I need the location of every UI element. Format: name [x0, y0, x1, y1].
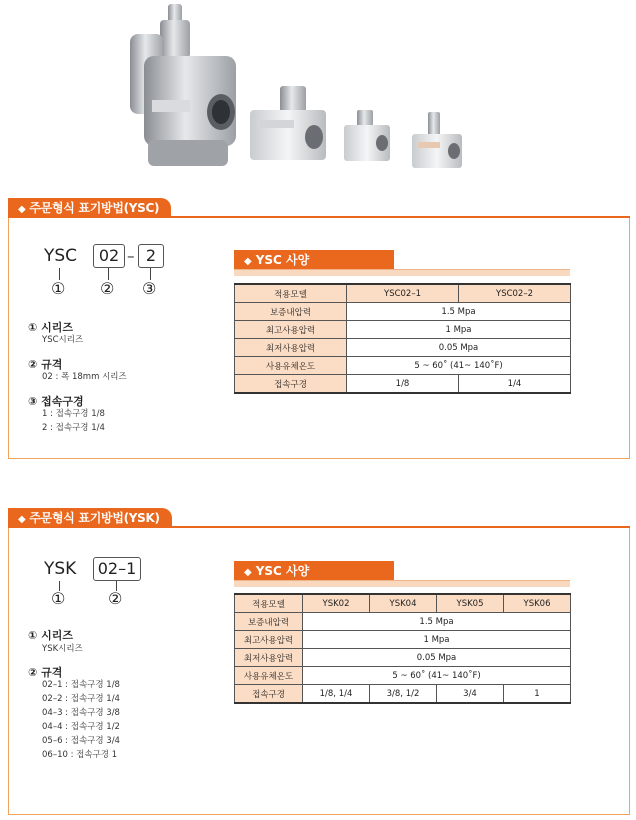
- ysc-spec-title: ② 규격: [28, 358, 63, 371]
- small-valve-2: [412, 112, 462, 168]
- diamond-icon: ◆: [18, 514, 26, 525]
- table-cell: 1 Mpa: [303, 631, 571, 649]
- ysc-marker-3: ③: [142, 279, 157, 298]
- large-valve: [130, 4, 236, 166]
- table-cell: 1.5 Mpa: [347, 303, 571, 321]
- table-row-label: 사용유체온도: [235, 667, 303, 685]
- table-cell: 3/8, 1/2: [370, 685, 437, 704]
- table-cell: 1 Mpa: [347, 321, 571, 339]
- ysc-spec-header: ◆ YSC 사양: [234, 250, 394, 270]
- table-row: [235, 375, 571, 394]
- table-cell: 5 ~ 60˚ (41~ 140˚F): [347, 357, 571, 375]
- table-cell: 5 ~ 60˚ (41~ 140˚F): [303, 667, 571, 685]
- table-header-cell: YSK05: [437, 594, 504, 613]
- diamond-icon: ◆: [244, 256, 252, 267]
- ysk-marker-2: ②: [108, 589, 123, 608]
- medium-valve: [250, 86, 326, 160]
- table-row: [235, 284, 571, 303]
- small-valve-1: [344, 110, 390, 161]
- ysc-spec-line: 02 : 폭 18mm 시리즈: [42, 372, 127, 382]
- ysc-port-title: ③ 접속구경: [28, 395, 84, 408]
- diamond-icon: ◆: [18, 204, 26, 215]
- ysk-spec-header: ◆ YSC 사양: [234, 561, 394, 581]
- table-cell: 1/8, 1/4: [303, 685, 370, 704]
- table-row: [235, 303, 571, 321]
- ysc-code-box-1: 02: [93, 244, 125, 268]
- table-header-cell: YSK06: [504, 594, 571, 613]
- ysk-spec-table: [234, 593, 571, 704]
- table-cell: 1/4: [459, 375, 571, 394]
- table-header-cell: YSK04: [370, 594, 437, 613]
- ysk-series-line: YSK시리즈: [42, 644, 83, 654]
- table-row-label: 보증내압력: [235, 303, 347, 321]
- ysk-spec-line-3: 04–3 : 접속구경 3/8: [42, 708, 120, 718]
- ysk-spec-rule: [234, 580, 570, 587]
- table-row-label: 최고사용압력: [235, 631, 303, 649]
- table-row: [235, 667, 571, 685]
- ysc-code-prefix: YSC: [44, 246, 78, 266]
- ysc-code-box-2: 2: [138, 244, 164, 268]
- table-header-cell: 적용모델: [235, 284, 347, 303]
- ysk-spec-title: ② 규격: [28, 666, 63, 679]
- table-header-cell: YSC02–1: [347, 284, 459, 303]
- ysc-marker-1: ①: [51, 279, 66, 298]
- table-row: [235, 613, 571, 631]
- ysk-section-header: ◆ 주문형식 표기방법(YSK): [8, 508, 172, 528]
- ysk-marker-1: ①: [51, 589, 66, 608]
- ysk-spec-line-5: 05–6 : 접속구경 3/4: [42, 736, 120, 746]
- table-cell: 1: [504, 685, 571, 704]
- table-header-cell: YSC02–2: [459, 284, 571, 303]
- ysk-code-box-1: 02–1: [93, 557, 141, 581]
- ysc-series-title: ① 시리즈: [28, 321, 74, 334]
- diamond-icon: ◆: [244, 567, 252, 578]
- table-row: [235, 685, 571, 704]
- table-header-cell: 적용모델: [235, 594, 303, 613]
- ysc-marker-2: ②: [100, 279, 115, 298]
- ysc-port-line-1: 1 : 접속구경 1/8: [42, 409, 105, 419]
- ysk-spec-line-1: 02–1 : 접속구경 1/8: [42, 680, 120, 690]
- table-cell: 0.05 Mpa: [347, 339, 571, 357]
- ysk-spec-line-4: 04–4 : 접속구경 1/2: [42, 722, 120, 732]
- table-row-label: 사용유체온도: [235, 357, 347, 375]
- table-row-label: 보증내압력: [235, 613, 303, 631]
- table-row-label: 최저사용압력: [235, 339, 347, 357]
- table-row-label: 접속구경: [235, 685, 303, 704]
- table-row: [235, 649, 571, 667]
- table-row: [235, 594, 571, 613]
- ysc-series-line: YSC시리즈: [42, 335, 84, 345]
- table-row: [235, 631, 571, 649]
- ysc-port-line-2: 2 : 접속구경 1/4: [42, 423, 105, 433]
- table-row: [235, 321, 571, 339]
- table-row-label: 최고사용압력: [235, 321, 347, 339]
- ysk-series-title: ① 시리즈: [28, 629, 74, 642]
- ysk-spec-line-2: 02–2 : 접속구경 1/4: [42, 694, 120, 704]
- table-cell: 0.05 Mpa: [303, 649, 571, 667]
- table-cell: 3/4: [437, 685, 504, 704]
- table-cell: 1.5 Mpa: [303, 613, 571, 631]
- table-row-label: 최저사용압력: [235, 649, 303, 667]
- ysc-spec-table: [234, 283, 571, 394]
- product-photo: [118, 0, 478, 172]
- ysk-code-prefix: YSK: [44, 559, 77, 579]
- table-row: [235, 339, 571, 357]
- table-header-cell: YSK02: [303, 594, 370, 613]
- ysc-spec-rule: [234, 269, 570, 276]
- ysk-spec-line-6: 06–10 : 접속구경 1: [42, 750, 118, 760]
- ysc-code-dash: –: [127, 247, 135, 265]
- table-row: [235, 357, 571, 375]
- table-cell: 1/8: [347, 375, 459, 394]
- ysc-section-header: ◆ 주문형식 표기방법(YSC): [8, 198, 171, 218]
- table-row-label: 접속구경: [235, 375, 347, 394]
